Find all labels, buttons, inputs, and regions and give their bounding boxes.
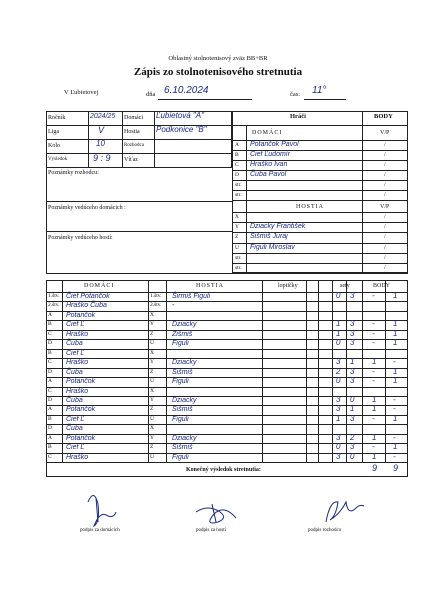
match-guest-letter: Z [150,368,154,375]
match-points-guest: 1 [393,413,398,423]
guest-player-name: Dziacky František [250,223,306,231]
match-home-letter: B [48,349,52,356]
match-points-guest: 1 [393,291,398,300]
match-sets-home: 0 [336,376,341,386]
home-player-vp: / [384,142,386,148]
match-points-guest: 1 [393,366,398,376]
match-guest-letter: U [150,415,154,422]
match-guest-letter: U [150,378,154,385]
guest-player-letter: Y [235,224,239,231]
info-right-label: Víťaz [124,157,138,163]
match-points-guest: 1 [393,319,398,329]
match-home-letter: C [48,330,52,337]
match-home-player: Hraško [66,387,89,395]
match-guest-letter: X [150,387,154,394]
row-divider [232,253,408,254]
match-points-home: 1 [372,357,377,367]
match-home-player: Potančok [66,311,96,319]
match-guest-letter: Z [150,444,154,451]
match-home-player: Potančok [66,406,96,414]
match-home-letter: C [48,453,52,460]
match-sets-guest: 3 [350,376,355,386]
match-guest-letter: Y [150,321,154,328]
match-points-home: - [372,338,375,348]
match-home-letter: B [48,444,52,451]
match-divider [46,311,408,312]
info-label: Ročník [48,115,66,121]
match-guest-player: Dziacky [172,359,197,367]
match-guest-letter: Y [150,396,154,403]
match-guest-player: Dziacky [172,321,197,329]
match-home-player: Cief Ľ [66,444,85,452]
guest-player-letter: Z [235,234,239,241]
col-guest-header: HOSTIA [196,283,224,289]
home-player-name: Hraško Ivan [250,161,288,168]
info-right-label: Hostia [124,129,140,135]
match-sets-home: 1 [336,413,341,423]
guest-player-vp: / [384,265,386,271]
match-home-player: Hraško Čuba [66,302,107,310]
match-guest-letter: X [150,349,154,356]
row-divider [232,263,408,264]
match-sets-guest: 1 [350,404,355,414]
match-points-home: - [372,442,375,452]
column-line [262,280,263,463]
match-points-home: - [372,291,375,300]
match-home-letter: B [48,415,52,422]
match-sets-guest: 2 [350,432,355,442]
match-guest-player: Sišmiš [172,406,193,414]
notes-home-label: Poznámky vedúceho domácich : [48,205,126,211]
match-home-player: Potančok [66,434,96,442]
home-team-name: Ľubietová "A" [156,111,204,120]
match-home-player: Cief Ľ [66,349,85,357]
date-underline [158,99,252,100]
match-points-home: 1 [372,451,377,461]
match-divider [46,424,408,425]
final-result-label: Konečný výsledok stretnutia: [186,467,261,473]
match-sets-home: 0 [336,291,341,300]
referee-signature [326,502,364,522]
column-line [318,280,319,463]
match-guest-player: Figuli [172,453,189,461]
match-home-letter: A [48,434,52,441]
guest-player-vp: / [384,214,386,220]
match-sets-guest: 3 [350,319,355,329]
final-home-points: 9 [372,463,378,473]
match-guest-letter: Y [150,434,154,441]
home-player-letter: C [235,162,239,168]
match-guest-player: Sišmiš [172,368,193,376]
date-label: dňa [146,91,156,98]
match-home-letter: A [48,378,52,385]
match-sets-guest: 3 [350,291,355,300]
match-home-player: Čuba [66,340,83,348]
match-home-player: Hraško [66,330,89,338]
match-home-player: Hraško [66,359,89,367]
match-sets-home: 2 [336,366,341,376]
info-label: Výsledok [48,157,68,162]
match-points-guest: 1 [393,376,398,386]
guest-player-name: Figuli Miroslav [250,243,295,251]
info-label: Liga [48,129,59,135]
match-sets-home: 3 [336,404,341,414]
referee-signature-label: podpis rozhodcu [308,528,342,533]
column-line [332,280,333,463]
match-guest-letter: X [150,425,154,432]
match-home-player: Čief Potančok [66,293,110,300]
match-home-letter: C [48,359,52,366]
time-underline [304,99,346,100]
match-guest-player: Figuli [172,340,189,348]
row-divider [232,180,408,181]
guest-signature [196,504,236,523]
row-divider [232,273,408,274]
guest-player-vp: / [384,234,386,241]
match-home-letter: D [48,368,52,375]
match-guest-letter: X [150,311,154,318]
match-home-player: Čuba [66,425,83,433]
place-label: V Ľubietovej [64,89,99,96]
match-sets-home: 0 [336,442,341,452]
guest-player-letter: str. [235,254,242,261]
row-divider [232,190,408,191]
home-signature [88,495,116,526]
info-value: 10 [96,139,105,148]
home-player-vp: / [384,192,386,198]
home-player-vp: / [384,172,386,178]
time-label: čas: [290,91,301,98]
match-points-guest: - [393,404,396,414]
match-guest-letter: 2.štv. [150,302,162,309]
home-player-vp: / [384,152,386,158]
info-value: 2024/25 [90,113,116,120]
match-sets-home: 0 [336,338,341,348]
column-line [62,280,63,463]
match-guest-player: Figuli [172,415,189,423]
match-home-player: Čuba [66,368,83,376]
home-header: DOMÁCI [252,130,283,136]
info-value: V [98,125,105,135]
match-sets-guest: 1 [350,357,355,367]
match-home-player: Čuba [66,396,83,404]
col-sets-header: sety [340,283,350,289]
match-sets-guest: 3 [350,413,355,423]
home-player-name: Potančok Pavol [250,141,299,148]
column-line [306,280,307,463]
guest-player-vp: / [384,254,386,261]
guest-player-letter: str. [235,265,242,271]
match-home-letter: B [48,321,52,328]
match-points-guest: 1 [393,442,398,452]
column-line [385,280,386,463]
match-points-guest: - [393,394,396,404]
guest-team-name: Podkonice "B" [156,125,207,134]
match-sets-home: 3 [336,394,341,404]
match-home-player: Hraško [66,453,89,461]
match-guest-player: Dziacky [172,434,197,442]
match-points-home: 1 [372,394,377,404]
match-sets-guest: 3 [350,366,355,376]
match-guest-letter: Z [150,406,154,413]
match-guest-letter: Y [150,359,154,366]
match-sets-guest: 3 [350,442,355,452]
match-divider [46,387,408,388]
match-home-letter: D [48,425,52,432]
match-sets-guest: 3 [350,328,355,338]
info-label: Kolo [48,143,60,149]
match-sets-guest: 0 [350,394,355,404]
guest-player-letter: U [235,244,239,251]
vp-header: V/P [380,204,390,210]
final-guest-points: 9 [393,463,399,473]
players-header: Hráči [290,113,306,120]
home-player-letter: str. [235,182,242,188]
match-points-home: - [372,319,375,329]
match-points-guest: - [393,432,396,442]
match-home-letter: 2.štv. [48,302,60,309]
result-value: 9 : 9 [93,153,111,163]
vp-header: V/P [380,130,390,136]
column-line [166,280,167,463]
match-points-home: - [372,328,375,338]
home-player-name: Cief Ľudomír [250,151,291,158]
match-home-letter: D [48,340,52,347]
col-home-header: DOMÁCI [84,283,115,289]
match-points-home: 1 [372,432,377,442]
match-divider [46,462,408,463]
column-line [362,280,363,463]
match-sets-guest: 3 [350,338,355,348]
match-home-player: Potančok [66,378,96,386]
match-guest-player: Zišmiš [172,330,193,338]
match-guest-player: Dziacky [172,396,197,404]
match-guest-player: Figuli [172,378,189,386]
guest-player-name: Sišmiš Juraj [250,233,288,241]
match-points-home: - [372,376,375,386]
home-player-name: Čuba Pavol [250,171,287,178]
match-points-home: 1 [372,404,377,414]
home-player-letter: D [235,172,239,178]
match-points-guest: 1 [393,328,398,338]
match-home-letter: A [48,406,52,413]
guest-player-letter: X [235,214,239,220]
match-home-letter: C [48,387,52,394]
guest-header: HOSTIA [296,204,324,210]
match-sets-home: 3 [336,451,341,461]
info-right-label: Domáci [124,115,143,121]
points-header: BODY [374,113,393,120]
match-sets-home: 1 [336,319,341,329]
page-title: Zápis zo stolnotenisového stretnutia [133,66,303,78]
match-sets-guest: 0 [350,451,355,461]
notes-guest-label: Poznámky vedúceho hostí: [48,235,113,241]
match-points-guest: - [393,357,396,367]
match-points-guest: 1 [393,338,398,348]
info-right-label: Rozhodca [124,143,144,148]
match-guest-player: Širmiš Figuli [172,293,211,300]
match-home-letter: 1.štv. [48,293,60,299]
match-sets-home: 3 [336,432,341,442]
guest-player-vp: / [384,224,386,231]
match-home-player: Cief Ľ [66,321,85,329]
match-points-guest: - [393,451,396,461]
guest-signature-label: podpis za hostí [196,528,226,533]
home-player-letter: A [235,142,239,148]
date-value: 6.10.2024 [164,85,209,96]
association-name: Oblastný stolnotenisový zväz BB+BR [168,55,268,62]
match-home-player: Cief Ľ [66,415,85,423]
match-guest-letter: 1.štv. [150,293,162,299]
match-sets-home: 3 [336,357,341,367]
col-loptick-header: loptičky [278,283,298,289]
match-guest-letter: Z [150,330,154,337]
column-line [346,280,347,463]
match-sets-home: 1 [336,328,341,338]
col-points-header: BODY [373,283,391,289]
notes-referee-label: Poznámky rozhodcu: [48,170,99,176]
match-guest-letter: U [150,453,154,460]
guest-player-vp: / [384,244,386,251]
match-points-home: - [372,413,375,423]
column-line [148,280,149,463]
home-player-vp: / [384,162,386,168]
match-home-letter: D [48,396,52,403]
home-player-letter: B [235,152,239,158]
match-guest-player: - [172,302,175,310]
match-points-home: - [372,366,375,376]
home-signature-label: podpis za domácich [80,528,120,533]
match-divider [46,349,408,350]
match-home-letter: A [48,311,52,318]
home-player-vp: / [384,182,386,188]
match-guest-player: Sišmiš [172,444,193,452]
match-guest-letter: U [150,340,154,347]
home-player-letter: str. [235,192,242,198]
time-value: 11° [312,85,327,96]
